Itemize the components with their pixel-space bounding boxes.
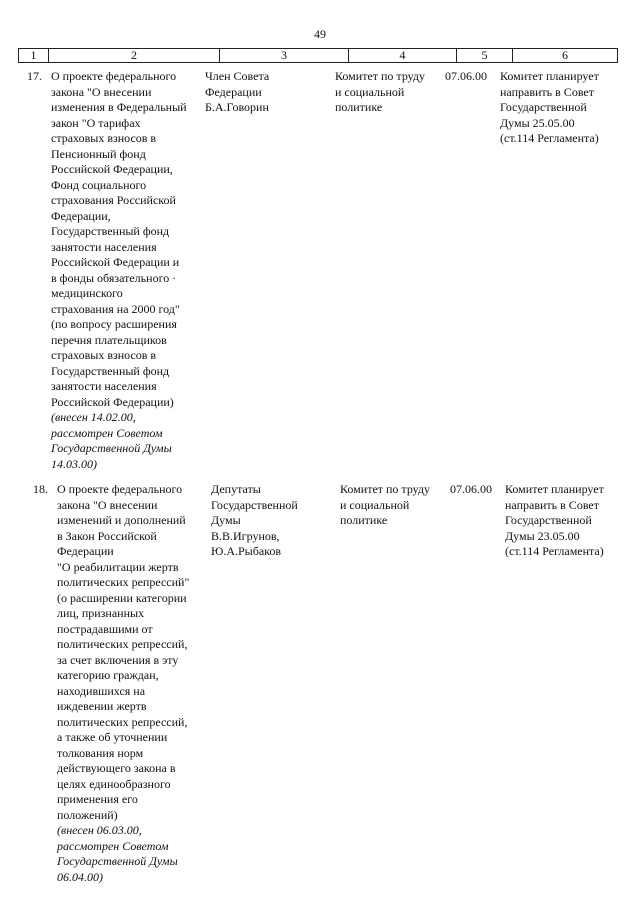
header-col-6: 6 — [562, 48, 568, 62]
title-line: закон "О тарифах — [51, 115, 141, 130]
title-line: занятости населения — [51, 239, 157, 254]
note-line: 14.03.00) — [51, 456, 97, 471]
note-line: Государственной Думы — [57, 854, 178, 868]
status-line: направить в Совет — [505, 497, 599, 512]
status-line: Государственной — [500, 100, 587, 114]
note-line: Государственной Думы — [51, 441, 172, 455]
title-line: изменений и дополнений — [57, 513, 186, 527]
title-line: страховых взносов в — [51, 131, 157, 145]
author-line: Член Совета — [205, 69, 270, 83]
title-line: страховых взносов в — [51, 348, 157, 362]
title-line: перечня плательщиков — [51, 332, 167, 347]
author-line: Думы — [211, 513, 241, 527]
title-line: лиц, признанных — [57, 606, 145, 620]
title-line: Государственный фонд — [51, 224, 170, 238]
title-line: действующего закона в — [57, 761, 176, 775]
status-line: Комитет планирует — [505, 482, 604, 496]
title-line: страхования на 2000 год" — [51, 301, 180, 316]
title-line: О проекте федерального — [57, 482, 183, 496]
status-line: направить в Совет — [500, 84, 594, 99]
status-line: Думы 23.05.00 — [505, 528, 580, 543]
bill-author — [205, 69, 269, 116]
committee-line: Комитет по труду — [340, 482, 431, 496]
title-line: находившихся на — [57, 683, 146, 698]
note-line: (внесен 06.03.00, — [57, 823, 142, 837]
author-line: Ю.А.Рыбаков — [211, 544, 282, 558]
title-line: толкования норм — [57, 745, 144, 760]
title-line: Российской Федерации и — [51, 255, 180, 269]
title-line: за счет включения в эту — [57, 652, 179, 667]
title-line: Пенсионный фонд — [51, 146, 146, 161]
title-line: в фонды обязательного · — [51, 270, 177, 285]
title-line: Фонд социального — [51, 177, 147, 192]
deadline-date: 07.06.00 — [445, 69, 487, 83]
title-line: пострадавшими от — [57, 621, 153, 636]
author-line: Депутаты — [211, 482, 261, 496]
title-line: политических репрессий, — [57, 714, 188, 729]
title-line: Российской Федерации) — [51, 394, 174, 409]
title-line: Российской Федерации, — [51, 162, 173, 176]
title-line: положений) — [57, 807, 118, 822]
title-line: О проекте федерального — [51, 69, 177, 83]
table-header — [18, 48, 618, 63]
deadline-date: 07.06.00 — [450, 482, 492, 496]
title-line: Федерации, — [51, 208, 111, 223]
note-line: рассмотрен Советом — [57, 838, 169, 853]
note-line: 06.04.00) — [57, 869, 103, 884]
committee-line: и социальной — [340, 497, 410, 512]
row-number: 17. — [27, 69, 42, 83]
committee-line: политике — [335, 100, 383, 114]
title-line: целях единообразного — [57, 776, 171, 791]
title-line: закона "О внесении — [51, 84, 152, 99]
title-line: страхования Российской — [51, 193, 176, 207]
committee-line: политике — [340, 513, 388, 527]
header-col-1: 1 — [19, 49, 49, 62]
title-line: в Закон Российской — [57, 528, 157, 543]
committee-line: и социальной — [335, 84, 405, 99]
header-col-4: 4 — [349, 49, 457, 62]
title-line: занятости населения — [51, 379, 157, 393]
title-line: Федерации — [57, 544, 114, 558]
title-line: категорию граждан, — [57, 668, 159, 682]
title-line: закона "О внесении — [57, 497, 158, 512]
title-line: "О реабилитации жертв — [57, 559, 179, 574]
row-number: 18. — [33, 482, 48, 496]
bill-title — [51, 69, 187, 472]
note-line: (внесен 14.02.00, — [51, 410, 136, 424]
bill-title — [57, 482, 189, 885]
page-number: 49 — [314, 27, 326, 41]
title-line: применения его — [57, 792, 138, 806]
title-line: Государственный фонд — [51, 363, 170, 378]
author-line: Государственной — [211, 497, 298, 512]
responsible-committee — [335, 69, 425, 116]
title-line: (по вопросу расширения — [51, 317, 177, 331]
author-line: Б.А.Говорин — [205, 100, 269, 114]
status-line: (ст.114 Регламента) — [500, 131, 599, 145]
title-line: иждевении жертв — [57, 699, 147, 713]
title-line: политических репрессий" — [57, 575, 190, 589]
committee-line: Комитет по труду — [335, 69, 426, 83]
note-line: рассмотрен Советом — [51, 425, 163, 440]
header-col-5: 5 — [457, 49, 513, 62]
header-col-3: 3 — [220, 49, 349, 62]
header-col-2: 2 — [49, 49, 220, 62]
author-line: В.В.Игрунов, — [211, 528, 280, 543]
title-line: а также об уточнении — [57, 730, 168, 744]
author-line: Федерации — [205, 84, 262, 99]
title-line: (о расширении категории — [57, 590, 187, 605]
status-line: Государственной — [505, 513, 592, 527]
responsible-committee — [340, 482, 430, 529]
title-line: политических репрессий, — [57, 637, 188, 651]
committee-status — [500, 69, 599, 147]
status-line: (ст.114 Регламента) — [505, 544, 604, 558]
status-line: Думы 25.05.00 — [500, 115, 575, 130]
title-line: медицинского — [51, 286, 123, 300]
committee-status — [505, 482, 604, 560]
status-line: Комитет планирует — [500, 69, 599, 83]
title-line: изменения в Федеральный — [51, 100, 187, 114]
bill-author — [211, 482, 298, 560]
